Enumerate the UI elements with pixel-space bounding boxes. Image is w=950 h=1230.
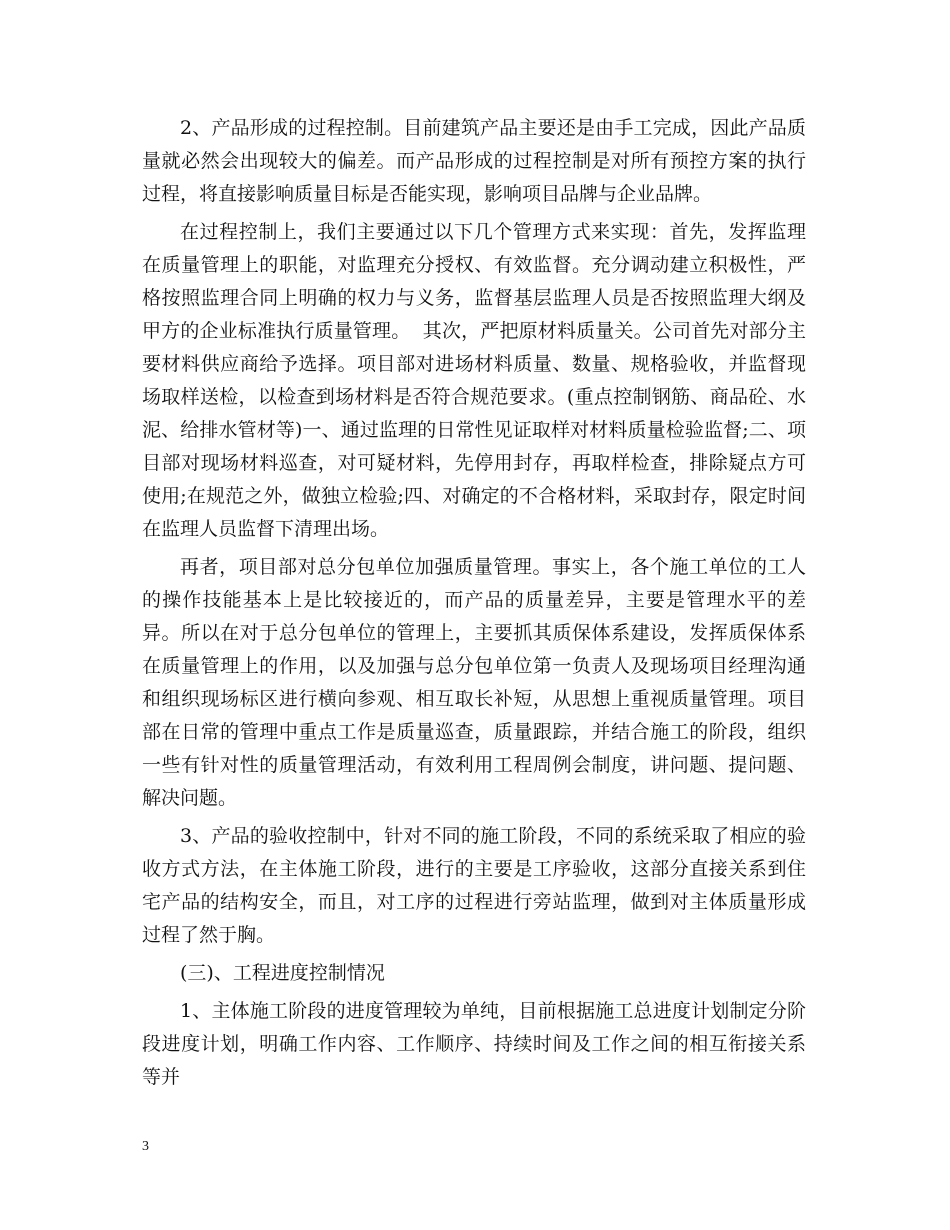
paragraph-acceptance-control: 3、产品的验收控制中，针对不同的施工阶段，不同的系统采取了相应的验收方式方法，在主体施工阶段，进行的主要是工序验收，这部分直接关系到住宅产品的结构安全，而且，对工序的过程进行旁站监理，做到对主体质量形成过程了然于胸。 — [142, 825, 806, 946]
paragraph-control-methods: 在过程控制上，我们主要通过以下几个管理方式来实现：首先，发挥监理在质量管理上的职能，对监理充分授权、有效监督。充分调动建立积极性，严格按照监理合同上明确的权力与义务，监督基层监理人员是否按照监理大纲及甲方的企业标准执行质量管理。 其次，严把原材料质量关。公司首先对部分主要材料供应商给予选择。项目部对进场材料质量、数量、规格验收，并监督现场取样送检，以检查到场材料是否符合规范要求。(重点控制钢筋、商品砼、水泥、给排水管材等)一、通过监理的日常性见证取样对材料质量检验监督;二、项目部对现场材料巡查，对可疑材料，先停用封存，再取样检查，排除疑点方可使用;在规范之外，做独立检验;四、对确定的不合格材料，采取封存，限定时间在监理人员监督下清理出场。 — [142, 221, 806, 540]
section-heading-schedule-control: (三)、工程进度控制情况 — [180, 962, 385, 984]
page-number: 3 — [142, 1139, 149, 1154]
paragraph-process-control: 2、产品形成的过程控制。目前建筑产品主要还是由手工完成，因此产品质量就必然会出现较大的偏差。而产品形成的过程控制是对所有预控方案的执行过程，将直接影响质量目标是否能实现，影响项目品牌与企业品牌。 — [142, 117, 806, 205]
paragraph-subcontractor-management: 再者，项目部对总分包单位加强质量管理。事实上，各个施工单位的工人的操作技能基本上是比较接近的，而产品的质量差异，主要是管理水平的差异。所以在对于总分包单位的管理上，主要抓其质保体系建设，发挥质保体系在质量管理上的作用，以及加强与总分包单位第一负责人及现场项目经理沟通和组织现场标区进行横向参观、相互取长补短，从思想上重视质量管理。项目部在日常的管理中重点工作是质量巡查，质量跟踪，并结合施工的阶段，组织一些有针对性的质量管理活动，有效利用工程周例会制度，讲问题、提问题、解决问题。 — [142, 556, 806, 809]
document-body — [142, 112, 806, 1099]
paragraph-schedule-management: 1、主体施工阶段的进度管理较为单纯，目前根据施工总进度计划制定分阶段进度计划，明确工作内容、工作顺序、持续时间及工作之间的相互衔接关系等并 — [142, 1000, 806, 1088]
